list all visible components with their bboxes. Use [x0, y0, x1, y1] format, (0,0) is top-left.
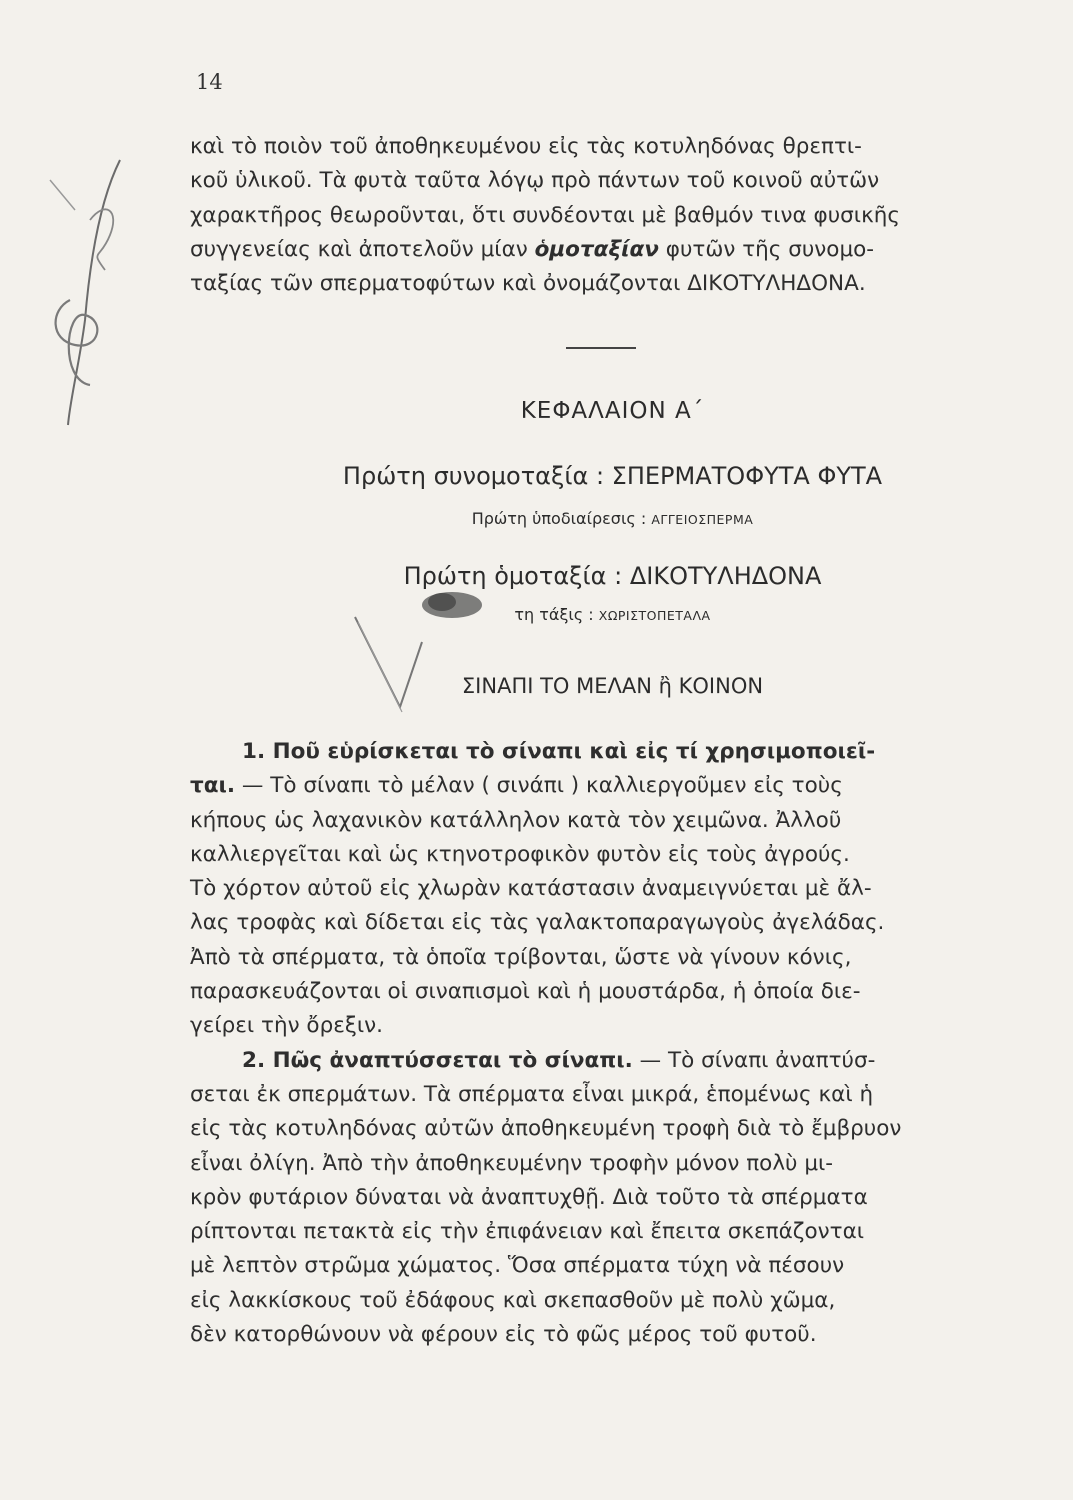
section-title: 2. Πῶς ἀναπτύσσεται τὸ σίναπι. [242, 1047, 633, 1073]
text-run: φυτῶν τῆς συνομο- [658, 236, 875, 262]
text-line: ρίπτονται πετακτὰ εἰς τὴν ἐπιφάνειαν καὶ ἔπειτα σκεπάζονται [190, 1219, 865, 1245]
text-line: Ἀπὸ τὰ σπέρματα, τὰ ὁποῖα τρίβονται, ὥστε νὰ γίνουν κόνις, [190, 944, 852, 970]
text-line: εἰς τὰς κοτυληδόνας αὐτῶν ἀποθηκευμένη τροφὴ διὰ τὸ ἔμβρυον [190, 1116, 902, 1142]
text-line: κοῦ ὑλικοῦ. Τὰ φυτὰ ταῦτα λόγῳ πρὸ πάντων τοῦ κοινοῦ αὐτῶν [190, 168, 880, 194]
division-line [190, 462, 1035, 490]
text-line: χαρακτῆρος θεωροῦνται, ὅτι συνδέονται μὲ βαθμόν τινα φυσικῆς [190, 202, 900, 228]
text-line: καὶ τὸ ποιὸν τοῦ ἀποθηκευμένου εἰς τὰς κοτυληδόνας θρεπτι- [190, 134, 862, 159]
text-line: κήπους ὡς λαχανικὸν κατάλληλον κατὰ τὸν χειμῶνα. Ἀλλοῦ [190, 807, 842, 833]
page-number: 14 [196, 70, 223, 94]
class-value: ΔΙΚΟΤΥΛΗΔΟΝΑ [629, 562, 822, 590]
subdivision-value: ΑΓΓΕΙΟΣΠΕΡΜΑ [651, 512, 754, 527]
division-label: Πρώτη συνομοταξία : [342, 462, 605, 490]
emphasized-term: ὁμοταξίαν [534, 236, 659, 262]
text-line: εἰς λακκίσκους τοῦ ἐδάφους καὶ σκεπασθοῦν μὲ πολὺ χῶμα, [190, 1287, 836, 1313]
section-heading [190, 735, 1035, 769]
section-title: ται. [190, 773, 236, 799]
text-line: παρασκευάζονται οἱ σιναπισμοὶ καὶ ἡ μουστάρδα, ἡ ὁποία διε- [190, 979, 861, 1005]
text-run: συγγενείας καὶ ἀποτελοῦν μίαν [190, 236, 535, 262]
class-line [190, 562, 1035, 590]
subdivision-label: Πρώτη ὑποδιαίρεσις : [471, 509, 647, 528]
order-line [190, 605, 1035, 624]
text-line: λας τροφὰς καὶ δίδεται εἰς τὰς γαλακτοπαραγωγοὺς ἀγελάδας. [190, 910, 885, 936]
species-heading: ΣΙΝΑΠΙ ΤΟ ΜΕΛΑΝ ἢ ΚΟΙΝΟΝ [461, 674, 764, 698]
body-paragraphs [190, 735, 1035, 1352]
handwritten-signature [30, 140, 140, 440]
class-label: Πρώτη ὁμοταξία : [403, 562, 623, 590]
text-line [190, 769, 1035, 803]
intro-paragraph [190, 130, 1035, 301]
text-run: — Τὸ σίναπι ἀναπτύσ- [632, 1047, 876, 1073]
section-title: 1. Ποῦ εὑρίσκεται τὸ σίναπι καὶ εἰς τί χρησιμοποιεῖ- [242, 739, 876, 764]
division-value: ΣΠΕΡΜΑΤΟΦΥΤΑ ΦΥΤΑ [611, 462, 883, 490]
text-line: καλλιεργεῖται καὶ ὡς κτηνοτροφικὸν φυτὸν εἰς τοὺς ἀγρούς. [190, 841, 850, 867]
text-line: εἶναι ὀλίγη. Ἀπὸ τὴν ἀποθηκευμένην τροφὴν μόνον πολὺ μι- [190, 1150, 834, 1176]
text-line: μὲ λεπτὸν στρῶμα χώματος. Ὅσα σπέρματα τύχη νὰ πέσουν [190, 1253, 845, 1279]
text-line: Τὸ χόρτον αὐτοῦ εἰς χλωρὰν κατάστασιν ἀναμειγνύεται μὲ ἄλ- [190, 876, 872, 902]
text-line [190, 233, 1035, 267]
text-line: γείρει τὴν ὄρεξιν. [190, 1013, 383, 1039]
order-value: ΧΩΡΙΣΤΟΠΕΤΑΛΑ [598, 608, 711, 623]
chapter-title: ΚΕΦΑΛΑΙΟΝ Α΄ [520, 398, 705, 424]
pencil-stroke [350, 612, 430, 722]
text-line: δὲν κατορθώνουν νὰ φέρουν εἰς τὸ φῶς μέρος τοῦ φυτοῦ. [190, 1322, 817, 1348]
text-run: — Τὸ σίναπι τὸ μέλαν ( σινάπι ) καλλιεργοῦμεν εἰς τοὺς [235, 773, 843, 799]
text-line: κρὸν φυτάριον δύναται νὰ ἀναπτυχθῇ. Διὰ τοῦτο τὰ σπέρματα [190, 1184, 868, 1210]
section-divider [566, 347, 636, 349]
text-line: σεται ἐκ σπερμάτων. Τὰ σπέρματα εἶναι μικρά, ἑπομένως καὶ ἡ [190, 1081, 874, 1107]
subdivision-line [190, 509, 1035, 528]
section-heading [190, 1044, 1035, 1078]
text-line: ταξίας τῶν σπερματοφύτων καὶ ὀνομάζονται ΔΙΚΟΤΥΛΗΔΟΝΑ. [190, 271, 866, 297]
order-label: τη τάξις : [514, 605, 594, 624]
